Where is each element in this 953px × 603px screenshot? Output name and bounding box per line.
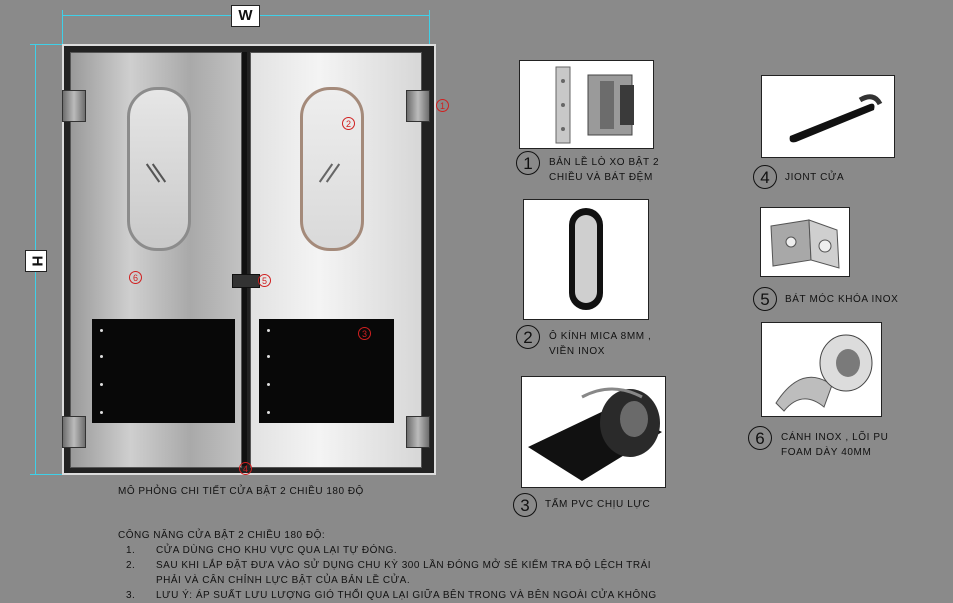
component-label-5-line1: BÁT MÓC KHÓA INOX bbox=[785, 294, 899, 305]
window-image bbox=[524, 200, 648, 319]
photo-lock-bracket bbox=[760, 207, 850, 277]
component-number-6: 6 bbox=[748, 426, 772, 450]
photo-hinge bbox=[519, 60, 654, 149]
component-label-2-line1: Ô KÍNH MICA 8MM , bbox=[549, 331, 652, 342]
component-label-6 bbox=[781, 430, 889, 460]
component-label-2-line2: VIỀN INOX bbox=[549, 346, 605, 357]
marker-5: 5 bbox=[258, 274, 271, 287]
component-number-5: 5 bbox=[753, 287, 777, 311]
marker-6: 6 bbox=[129, 271, 142, 284]
component-label-1-line1: BẢN LỀ LÒ XO BẬT 2 bbox=[549, 157, 660, 168]
function-notes bbox=[118, 528, 657, 603]
component-label-1-line2: CHIỀU VÀ BÁT ĐỆM bbox=[549, 172, 653, 183]
hinge-top-left bbox=[62, 90, 86, 122]
note-number: 1. bbox=[126, 545, 136, 556]
note-number: 3. bbox=[126, 590, 136, 601]
note-text: CỬA DÙNG CHO KHU VỰC QUA LẠI TỰ ĐÓNG. bbox=[156, 545, 398, 556]
photo-stainless-roll bbox=[761, 322, 882, 417]
hinge-bottom-left bbox=[62, 416, 86, 448]
hinge-image bbox=[520, 61, 653, 148]
width-label: W bbox=[231, 5, 260, 27]
marker-1: 1 bbox=[436, 99, 449, 112]
note-text: PHẢI VÀ CÂN CHỈNH LỰC BẬT CỦA BẢN LỀ CỬA. bbox=[156, 575, 411, 586]
photo-door-joint bbox=[761, 75, 895, 158]
height-tick-top bbox=[30, 44, 62, 45]
hinge-top-right bbox=[406, 90, 430, 122]
note-text: LƯU Ý: ÁP SUẤT LƯU LƯỢNG GIÓ THỔI QUA LẠI GIỮA BÊN TRONG VÀ BÊN NGOÀI CỬA KHÔNG bbox=[156, 590, 657, 601]
photo-window bbox=[523, 199, 649, 320]
mica-window-right bbox=[300, 87, 364, 251]
width-tick-left bbox=[62, 10, 63, 46]
component-number-4: 4 bbox=[753, 165, 777, 189]
pvc-panel-left bbox=[92, 319, 235, 423]
component-number-3: 3 bbox=[513, 493, 537, 517]
bolt-icon bbox=[267, 329, 270, 332]
component-label-6-line1: CÁNH INOX , LÕI PU bbox=[781, 432, 889, 443]
marker-3: 3 bbox=[358, 327, 371, 340]
height-label bbox=[25, 250, 47, 272]
component-label-4-line1: JIONT CỬA bbox=[785, 172, 845, 183]
drawing-caption: MÔ PHỎNG CHI TIẾT CỬA BẬT 2 CHIỀU 180 ĐỘ bbox=[118, 486, 364, 497]
double-door-drawing bbox=[62, 44, 436, 475]
component-label-3 bbox=[545, 497, 650, 512]
door-joint-image bbox=[762, 76, 894, 157]
door-leaf-left bbox=[70, 52, 242, 468]
bolt-icon bbox=[267, 355, 270, 358]
door-joint-line bbox=[242, 52, 247, 466]
bolt-icon bbox=[267, 411, 270, 414]
component-number-1: 1 bbox=[516, 151, 540, 175]
note-number: 2. bbox=[126, 560, 136, 571]
lock-bracket-image bbox=[761, 208, 849, 276]
component-label-4 bbox=[785, 170, 844, 185]
photo-pvc-sheet bbox=[521, 376, 666, 488]
component-label-6-line2: FOAM DÀY 40MM bbox=[781, 447, 872, 458]
bolt-icon bbox=[267, 383, 270, 386]
pvc-panel-right bbox=[259, 319, 394, 423]
note-item bbox=[118, 543, 657, 558]
note-text: SAU KHI LẮP ĐẶT ĐƯA VÀO SỬ DỤNG CHU KỲ 300 LẦN ĐÓNG MỞ SẼ KIỂM TRA ĐỘ LỆCH TRÁI bbox=[156, 560, 652, 571]
bolt-icon bbox=[100, 355, 103, 358]
hinge-bottom-right bbox=[406, 416, 430, 448]
component-label-3-line1: TẤM PVC CHỊU LỰC bbox=[545, 499, 651, 510]
height-label-text: H bbox=[28, 255, 45, 267]
component-label-2 bbox=[549, 329, 651, 359]
marker-2: 2 bbox=[342, 117, 355, 130]
bolt-icon bbox=[100, 383, 103, 386]
note-item bbox=[118, 558, 657, 573]
component-label-5 bbox=[785, 292, 898, 307]
note-item bbox=[118, 588, 657, 603]
marker-4: 4 bbox=[239, 462, 252, 475]
bolt-icon bbox=[100, 411, 103, 414]
lock-latch bbox=[232, 274, 260, 288]
height-tick-bottom bbox=[30, 474, 62, 475]
component-number-2: 2 bbox=[516, 325, 540, 349]
pvc-sheet-image bbox=[522, 377, 665, 487]
mica-window-left bbox=[127, 87, 191, 251]
stainless-roll-image bbox=[762, 323, 881, 416]
note-item-continued bbox=[118, 573, 657, 588]
bolt-icon bbox=[100, 329, 103, 332]
component-label-1 bbox=[549, 155, 659, 185]
width-tick-right bbox=[429, 10, 430, 46]
notes-heading: CÔNG NĂNG CỬA BẬT 2 CHIỀU 180 ĐỘ: bbox=[118, 530, 326, 541]
door-leaf-right bbox=[250, 52, 422, 468]
